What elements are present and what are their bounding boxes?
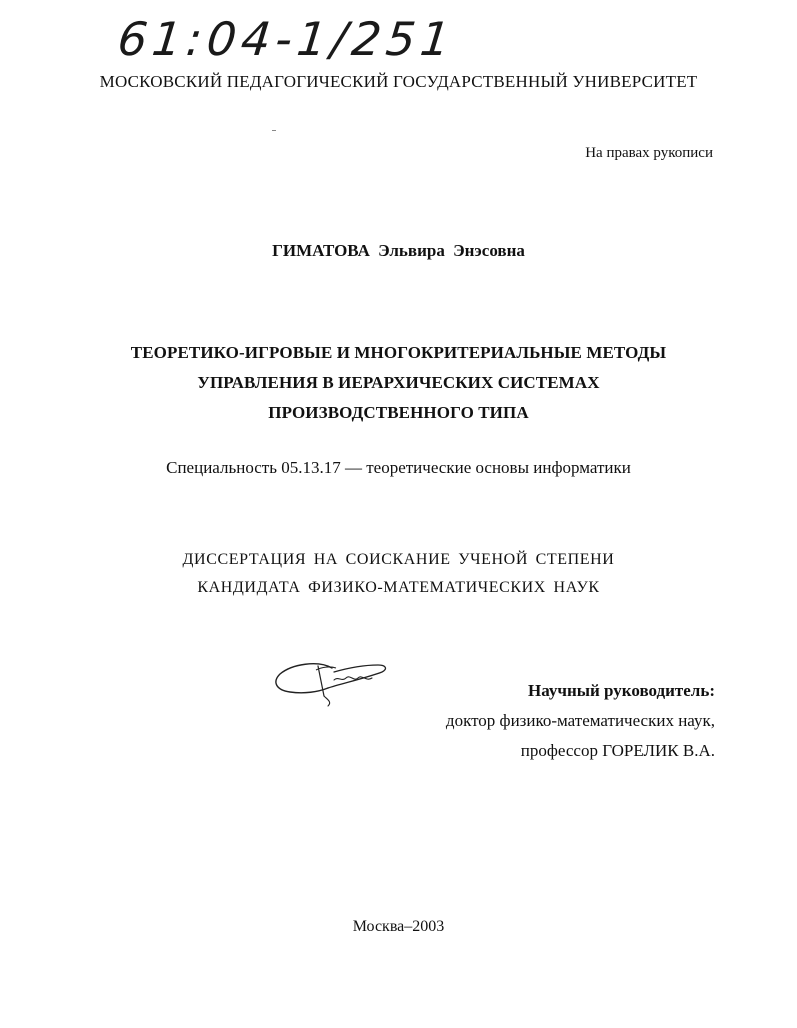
title-line-1: ТЕОРЕТИКО-ИГРОВЫЕ И МНОГОКРИТЕРИАЛЬНЫЕ МЕТОДЫ — [130, 343, 667, 362]
archive-code-handwritten: 61:04-1/251 — [115, 12, 458, 66]
scan-speck — [272, 130, 276, 131]
dissertation-title — [0, 338, 797, 428]
university-name: МОСКОВСКИЙ ПЕДАГОГИЧЕСКИЙ ГОСУДАРСТВЕННЫЙ УНИВЕРСИТЕТ — [99, 72, 698, 91]
supervisor-degree: доктор физико-математических наук, — [445, 711, 715, 730]
author-name: ГИМАТОВА Эльвира Энэсовна — [272, 241, 525, 260]
supervisor-block — [446, 676, 715, 766]
manuscript-rights-note: На правах рукописи — [585, 145, 713, 161]
title-line-2: УПРАВЛЕНИЯ В ИЕРАРХИЧЕСКИХ СИСТЕМАХ — [197, 373, 600, 392]
degree-line-2: КАНДИДАТА ФИЗИКО-МАТЕМАТИЧЕСКИХ НАУК — [197, 579, 600, 596]
title-line-3: ПРОИЗВОДСТВЕННОГО ТИПА — [268, 403, 529, 422]
supervisor-label: Научный руководитель: — [528, 681, 715, 700]
degree-statement — [0, 546, 797, 602]
city-year: Москва–2003 — [352, 918, 445, 935]
supervisor-signature — [270, 652, 392, 708]
supervisor-name: профессор ГОРЕЛИК В.А. — [520, 741, 715, 760]
degree-line-1: ДИССЕРТАЦИЯ НА СОИСКАНИЕ УЧЕНОЙ СТЕПЕНИ — [182, 551, 615, 568]
specialty-line: Специальность 05.13.17 — теоретические основы информатики — [166, 458, 631, 477]
